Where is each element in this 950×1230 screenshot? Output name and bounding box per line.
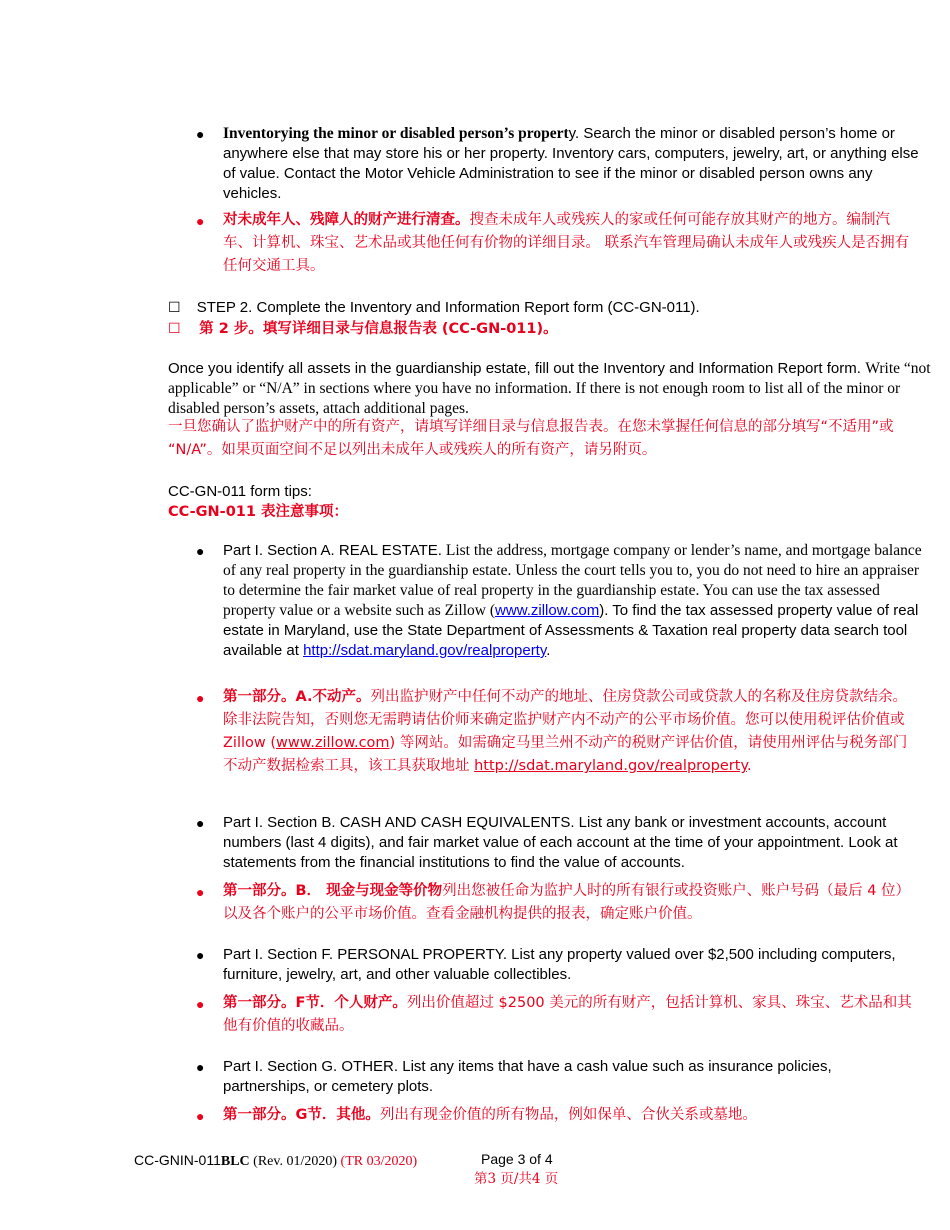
section-a-zh-end: .: [746, 758, 752, 774]
footer-page-zh: 第3 页/共4 页: [474, 1171, 559, 1187]
bullet-dot-red: ●: [196, 1108, 205, 1124]
footer-suffix: BLC: [220, 1154, 250, 1169]
section-b-zh-head: 第一部分。B． 现金与现金等价物: [223, 883, 443, 899]
section-a-zh-body1: 列出监护财产中任何不动产的地址、住房贷款公司或贷款人的名称及住房贷款结余。除非法院告知，否则您无需聘请估价师来确定监护财产内不动产的公平市场价值。您可以使用税评估价值或 Zillow (: [223, 689, 907, 751]
bullet-dot-red: ●: [196, 213, 205, 229]
step2-checkbox-zh[interactable]: ☐: [168, 321, 181, 337]
step2-checkbox[interactable]: ☐: [168, 300, 181, 316]
inventory-en-bold: Inventorying the minor or disabled person’s propert: [223, 125, 569, 142]
step2-zh-line: [168, 318, 928, 341]
bullet-dot: ●: [196, 815, 205, 831]
tips-zh-text: CC-GN-011 表注意事项：: [168, 504, 349, 520]
footer-code: CC-GNIN-011: [134, 1152, 221, 1168]
intro-en-rest: Write “not applicable” or “N/A” in sections where you have no information. If there is not enough room to list all of the minor or disabled person’s assets, attach additional pages.: [168, 360, 931, 417]
section-f-en-body: List any property valued over $2,500 including computers, furniture, jewelry, art, and other valuable collectibles.: [223, 946, 896, 983]
section-a-en-head: Part I. Section A. REAL ESTATE.: [223, 542, 442, 559]
section-f-zh-paragraph: [223, 992, 913, 1038]
intro-zh-paragraph: 一旦您确认了监护财产中的所有资产，请填写详细目录与信息报告表。在您未掌握任何信息的部分填写“不适用”或 “N/A”。如果页面空间不足以列出未成年人或残疾人的所有资产，请另附页。: [168, 419, 894, 458]
inventory-zh-body: 搜查未成年人或残疾人的家或任何可能存放其财产的地方。编制汽车、计算机、珠宝、艺术品或其他任何有价物的详细目录。 联系汽车管理局确认未成年人或残疾人是否拥有任何交通工具。: [223, 212, 910, 274]
section-a-zh-paragraph: [223, 686, 913, 778]
section-a-en-body2: ). To find the tax assessed property value of real estate in Maryland, use the State Department of Assessments & Taxation real property data search tool available at: [223, 602, 919, 659]
section-a-en-body1: List the address, mortgage company or lender’s name, and mortgage balance of any real property in the guardianship estate. Unless the court tells you to, you do not need to hire an appraiser to determine the fair market value of real property in the guardianship estate. You can use the tax assessed property value or a website such as Zillow (: [223, 542, 922, 619]
section-g-zh-body: 列出有现金价值的所有物品，例如保单、合伙关系或墓地。: [379, 1107, 757, 1123]
section-f-zh-head: 第一部分。F节．个人财产。: [223, 995, 407, 1011]
section-g-en-paragraph: [223, 1057, 913, 1097]
section-b-zh-paragraph: [223, 880, 913, 926]
section-b-en-head: Part I. Section B. CASH AND CASH EQUIVALENTS.: [223, 814, 575, 831]
bullet-dot-red: ●: [196, 996, 205, 1012]
footer-rev: (Rev. 01/2020): [249, 1154, 341, 1169]
sdat-link-zh[interactable]: http://sdat.maryland.gov/realproperty: [474, 758, 747, 774]
section-f-en-head: Part I. Section F. PERSONAL PROPERTY.: [223, 946, 507, 963]
zillow-link[interactable]: www.zillow.com: [495, 602, 600, 619]
inventory-en-body: y. Search the minor or disabled person’s home or anywhere else that may store his or her property. Inventory cars, computers, jewelry, art, or anything else of value. Contact the Motor Vehicle Administration to see if the minor or disabled person owns any vehicles.: [223, 125, 919, 202]
section-g-en-body: List any items that have a cash value such as insurance policies, partnerships, or cemetery plots.: [223, 1058, 832, 1095]
bullet-dot: ●: [196, 1059, 205, 1075]
footer-form-code: [134, 1150, 417, 1172]
step2-en-text: STEP 2. Complete the Inventory and Information Report form (CC-GN-011).: [196, 299, 700, 316]
bullet-dot-red: ●: [196, 690, 205, 706]
step2-en-line: [168, 298, 928, 318]
step2-zh-text: 第 2 步。填写详细目录与信息报告表 (CC-GN-011)。: [199, 321, 558, 337]
section-a-zh-head: 第一部分。A.不动产。: [223, 689, 371, 705]
inventory-zh-paragraph: [223, 209, 913, 278]
section-a-en-paragraph: [223, 541, 923, 661]
inventory-zh-bold: 对未成年人、残障人的财产进行清查。: [223, 212, 470, 228]
bullet-dot: ●: [196, 126, 205, 142]
section-b-en-paragraph: [223, 813, 913, 873]
intro-en-paragraph: [168, 359, 933, 419]
bullet-dot-red: ●: [196, 884, 205, 900]
section-b-zh-body: 列出您被任命为监护人时的所有银行或投资账户、账户号码（最后 4 位）以及各个账户的公平市场价值。查看金融机构提供的报表，确定账户价值。: [223, 883, 911, 922]
bullet-dot: ●: [196, 543, 205, 559]
section-a-en-end: .: [546, 642, 551, 659]
inventory-en-paragraph: [223, 124, 923, 204]
footer-tr: (TR 03/2020): [340, 1154, 418, 1169]
section-g-zh-head: 第一部分。G节．其他。: [223, 1107, 380, 1123]
section-f-en-paragraph: [223, 945, 913, 985]
tips-zh-heading: [168, 501, 348, 524]
section-g-en-head: Part I. Section G. OTHER.: [223, 1058, 399, 1075]
section-a-zh-body2: ) 等网站。如需确定马里兰州不动产的税财产评估价值，请使用州评估与税务部门不动产数据检索工具，该工具获取地址: [223, 735, 908, 774]
bullet-dot: ●: [196, 947, 205, 963]
section-g-zh-paragraph: [223, 1104, 913, 1127]
section-f-zh-body: 列出价值超过 $2500 美元的所有财产，包括计算机、家具、珠宝、艺术品和其他有价值的收藏品。: [223, 995, 912, 1034]
section-b-en-body: List any bank or investment accounts, account numbers (last 4 digits), and fair market value of each account at the time of your appointment. Look at statements from the financial institutions to find the value of accounts.: [223, 814, 898, 871]
zillow-link-zh[interactable]: www.zillow.com: [276, 735, 390, 751]
sdat-link[interactable]: http://sdat.maryland.gov/realproperty: [303, 642, 547, 659]
tips-en-heading: CC-GN-011 form tips:: [168, 483, 312, 500]
intro-en-line1: Once you identify all assets in the guardianship estate, fill out the Inventory and Information Report form.: [168, 360, 861, 377]
footer-page-en: Page 3 of 4: [481, 1151, 553, 1167]
